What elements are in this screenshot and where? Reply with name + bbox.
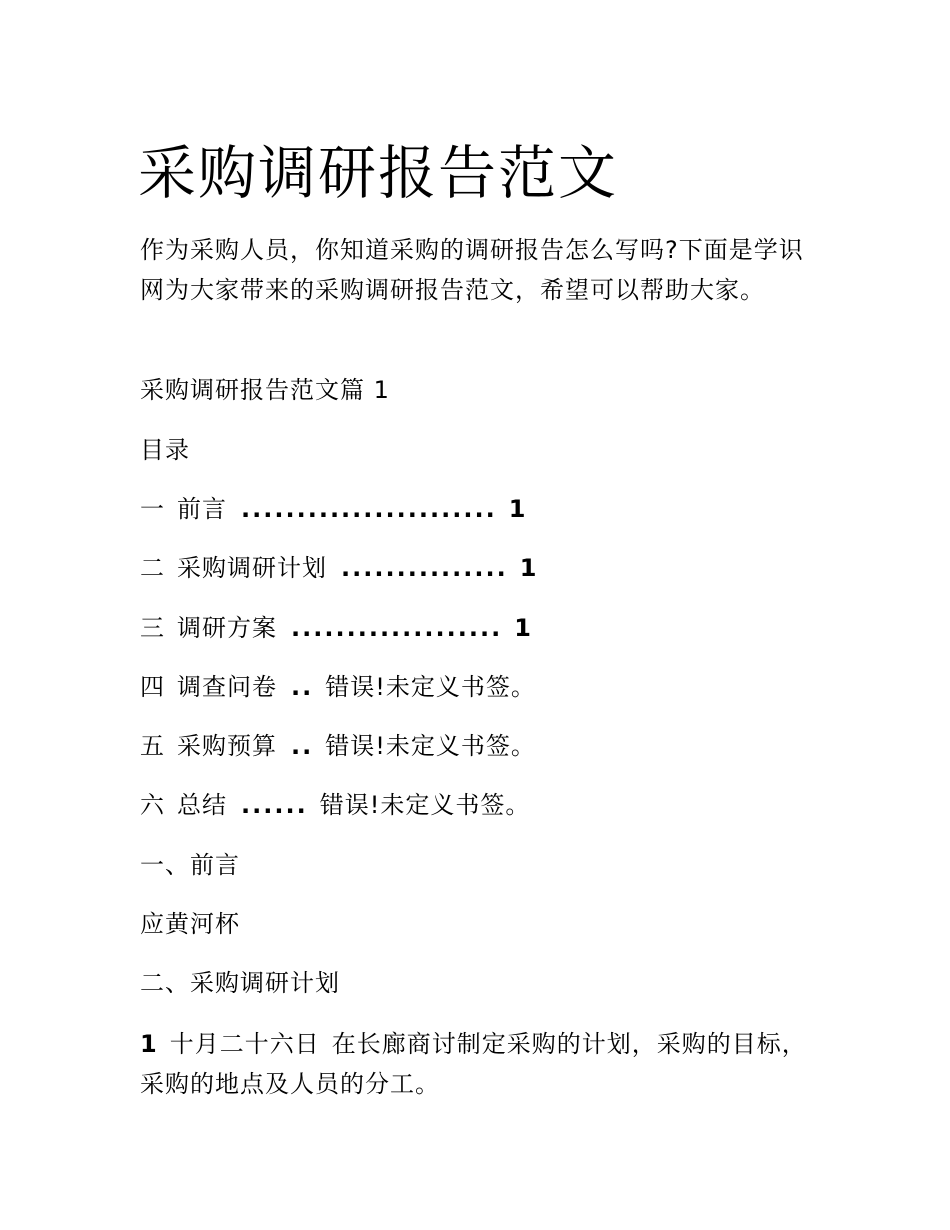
toc-entry-page: 1 xyxy=(508,495,527,523)
toc-entry[interactable] xyxy=(140,550,537,586)
toc-entry-page: 1 xyxy=(519,554,538,582)
toc-entry-number: 一 xyxy=(140,495,165,523)
toc-entry[interactable] xyxy=(140,728,536,764)
toc-entry[interactable] xyxy=(140,787,530,823)
plan-item-text: 在长廊商讨制定采购的计划，采购的目标，采购的地点及人员的分工。 xyxy=(140,1030,807,1098)
toc-entry-leader: .. xyxy=(291,732,314,760)
toc-entry-leader: ...... xyxy=(241,791,308,819)
heading-procurement-plan: 二、采购调研计划 xyxy=(140,969,340,997)
toc-entry-leader: ....................... xyxy=(241,495,497,523)
plan-item xyxy=(140,1024,810,1104)
preface-paragraph: 应黄河杯 xyxy=(140,910,240,938)
section-heading: 采购调研报告范文篇 1 xyxy=(140,376,390,404)
toc-entry-number: 五 xyxy=(140,732,165,760)
plan-item-number: 1 xyxy=(140,1030,158,1058)
toc-entry-leader: ................... xyxy=(291,614,503,642)
heading-preface: 一、前言 xyxy=(140,851,240,879)
toc-entry-error: 错误!未定义书签。 xyxy=(319,791,531,819)
toc-entry-label: 前言 xyxy=(177,495,227,523)
toc-entry[interactable] xyxy=(140,610,532,646)
toc-heading: 目录 xyxy=(140,436,190,464)
toc-entry-label: 调研方案 xyxy=(177,614,277,642)
toc-entry-number: 二 xyxy=(140,554,165,582)
toc-entry-label: 调查问卷 xyxy=(177,673,277,701)
toc-entry-leader: .. xyxy=(291,673,314,701)
toc-entry-page: 1 xyxy=(514,614,532,642)
intro-paragraph: 作为采购人员，你知道采购的调研报告怎么写吗?下面是学识网为大家带来的采购调研报告范文，希望可以帮助大家。 xyxy=(140,236,804,304)
toc-entry-leader: ............... xyxy=(341,554,508,582)
toc-entry-number: 四 xyxy=(140,673,165,701)
toc-entry-number: 三 xyxy=(140,614,165,642)
toc-entry-number: 六 xyxy=(140,791,165,819)
toc-entry[interactable] xyxy=(140,491,526,527)
toc-entry-error: 错误!未定义书签。 xyxy=(325,732,536,760)
toc-entry-error: 错误!未定义书签。 xyxy=(325,673,536,701)
toc-entry-label: 总结 xyxy=(177,791,227,819)
toc-entry-label: 采购调研计划 xyxy=(177,554,327,582)
toc-entry[interactable] xyxy=(140,669,536,705)
plan-item-date: 十月二十六日 xyxy=(169,1030,320,1058)
document-title: 采购调研报告范文 xyxy=(138,139,619,207)
toc-entry-label: 采购预算 xyxy=(177,732,277,760)
